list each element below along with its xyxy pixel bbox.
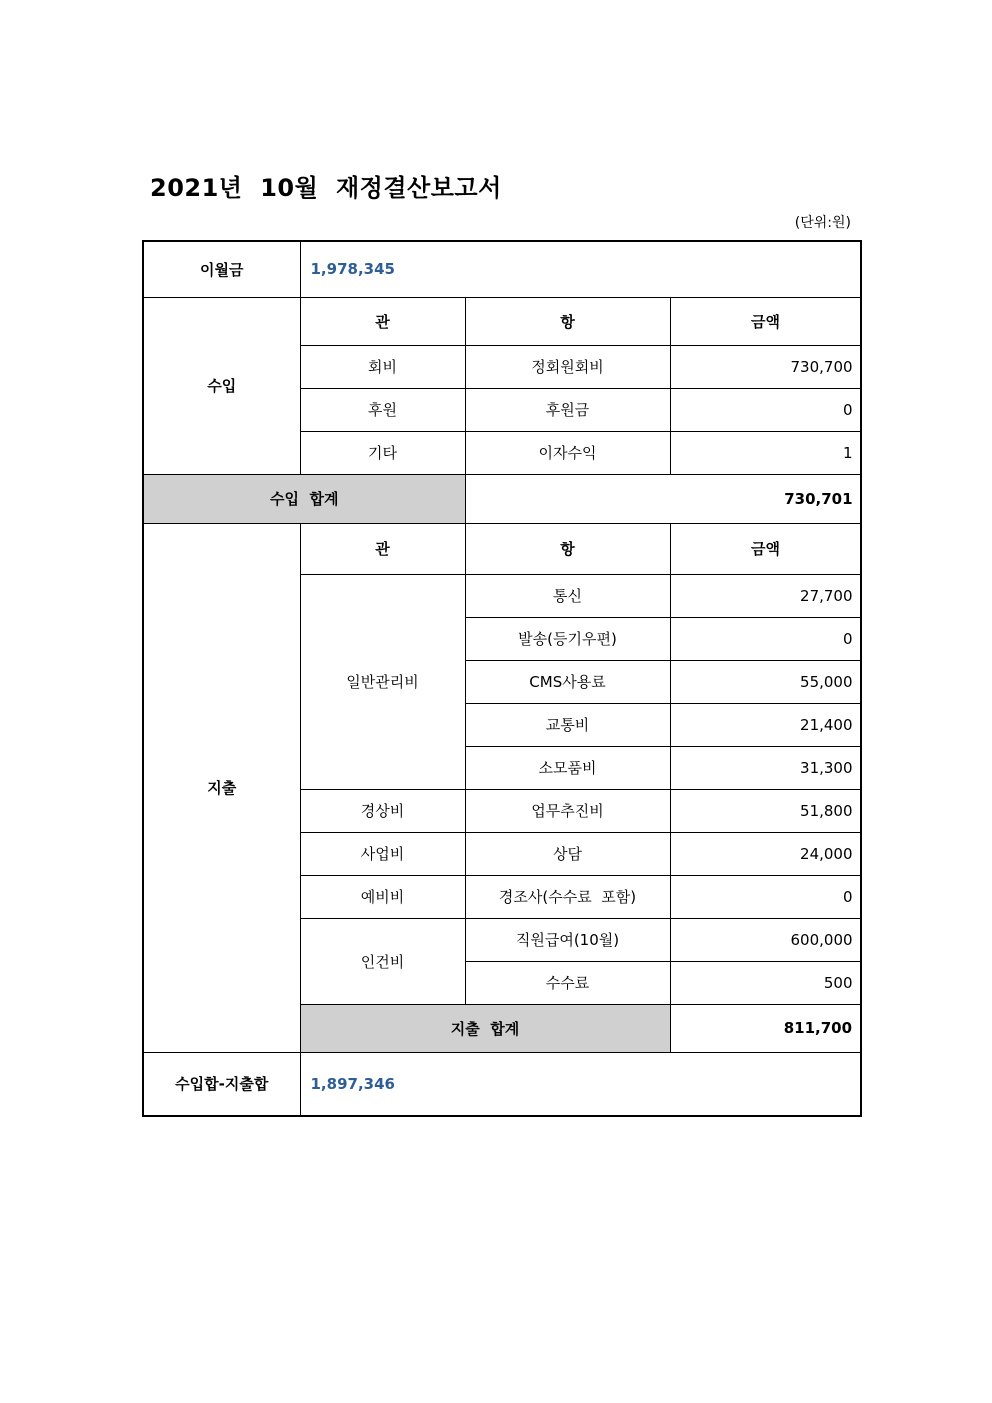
col-amount-header: 금액 [670, 523, 861, 574]
expense-hang: 발송(등기우편) [465, 617, 670, 660]
income-amount: 0 [670, 388, 861, 431]
col-gwan-header: 관 [300, 523, 465, 574]
expense-gwan: 예비비 [300, 875, 465, 918]
expense-gwan: 사업비 [300, 832, 465, 875]
balance-value: 1,897,346 [300, 1052, 861, 1116]
expense-hang: 경조사(수수료 포함) [465, 875, 670, 918]
income-hang: 이자수익 [465, 431, 670, 474]
expense-hang: 직원급여(10월) [465, 918, 670, 961]
col-amount-header: 금액 [670, 297, 861, 345]
expense-gwan: 경상비 [300, 789, 465, 832]
report-title: 2021년 10월 재정결산보고서 [150, 174, 502, 202]
expense-hang: CMS사용료 [465, 660, 670, 703]
carryover-label: 이월금 [143, 241, 300, 297]
income-gwan: 후원 [300, 388, 465, 431]
expense-amount: 51,800 [670, 789, 861, 832]
income-amount: 1 [670, 431, 861, 474]
expense-label: 지출 [143, 523, 300, 1052]
expense-hang: 소모품비 [465, 746, 670, 789]
expense-amount: 55,000 [670, 660, 861, 703]
expense-total-value: 811,700 [670, 1004, 861, 1052]
income-header-row [143, 297, 861, 345]
expense-amount: 500 [670, 961, 861, 1004]
expense-amount: 27,700 [670, 574, 861, 617]
income-total-row [143, 474, 861, 523]
expense-gwan: 인건비 [300, 918, 465, 1004]
expense-gwan: 일반관리비 [300, 574, 465, 789]
expense-hang: 수수료 [465, 961, 670, 1004]
unit-label: (단위:원) [794, 215, 851, 231]
col-gwan-header: 관 [300, 297, 465, 345]
income-label: 수입 [143, 297, 300, 474]
col-hang-header: 항 [465, 523, 670, 574]
income-total-label: 수입 합계 [143, 474, 465, 523]
income-hang: 후원금 [465, 388, 670, 431]
expense-hang: 상담 [465, 832, 670, 875]
expense-header-row [143, 523, 861, 574]
expense-amount: 24,000 [670, 832, 861, 875]
income-gwan: 기타 [300, 431, 465, 474]
expense-hang: 업무추진비 [465, 789, 670, 832]
expense-hang: 통신 [465, 574, 670, 617]
balance-row [143, 1052, 861, 1116]
expense-amount: 600,000 [670, 918, 861, 961]
income-gwan: 회비 [300, 345, 465, 388]
finance-table [142, 240, 862, 1117]
expense-total-label: 지출 합계 [300, 1004, 670, 1052]
expense-amount: 0 [670, 875, 861, 918]
expense-amount: 31,300 [670, 746, 861, 789]
balance-label: 수입합-지출합 [143, 1052, 300, 1116]
expense-hang: 교통비 [465, 703, 670, 746]
carryover-row [143, 241, 861, 297]
income-hang: 정회원회비 [465, 345, 670, 388]
col-hang-header: 항 [465, 297, 670, 345]
income-amount: 730,700 [670, 345, 861, 388]
expense-amount: 0 [670, 617, 861, 660]
carryover-value: 1,978,345 [300, 241, 861, 297]
income-total-value: 730,701 [465, 474, 861, 523]
expense-amount: 21,400 [670, 703, 861, 746]
